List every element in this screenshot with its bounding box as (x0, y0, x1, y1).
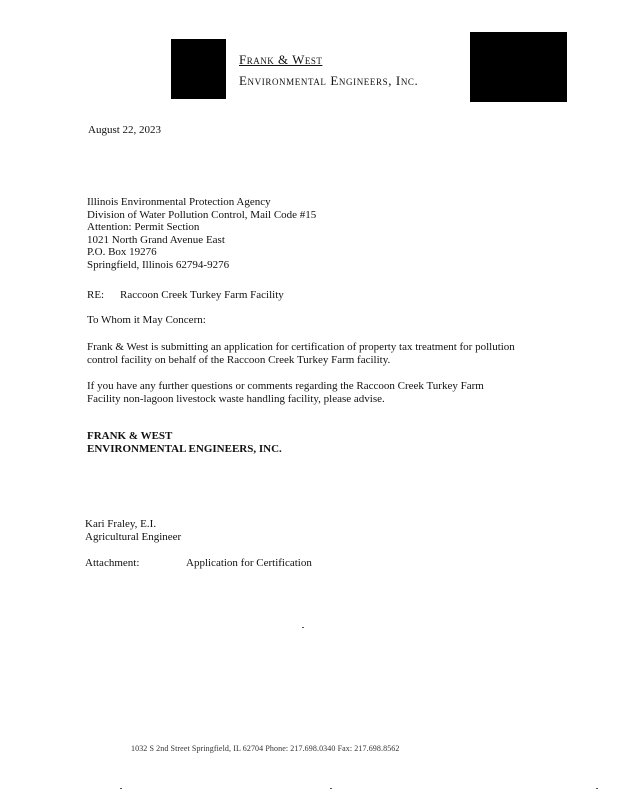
paragraph-line: If you have any further questions or comments regarding the Raccoon Creek Turkey Farm (87, 380, 484, 392)
letter-date: August 22, 2023 (88, 124, 162, 136)
footer-contact: 1032 S 2nd Street Springfield, IL 62704 Phone: 217.698.0340 Fax: 217.698.8562 (131, 744, 400, 753)
attachment-value: Application for Certification (186, 557, 312, 569)
letterhead (239, 52, 418, 88)
scan-speck (596, 788, 598, 789)
address-line: Springfield, Illinois 62794-9276 (87, 258, 230, 271)
scan-speck (120, 788, 122, 789)
address-line: P.O. Box 19276 (87, 246, 157, 258)
signature-block (87, 430, 282, 455)
redaction-box-right (470, 32, 567, 102)
paragraph-line: Frank & West is submitting an application for certification of property tax treatment for pollution (87, 341, 515, 353)
address-line: Division of Water Pollution Control, Mail Code #15 (87, 208, 317, 221)
body-paragraph-2 (87, 380, 484, 405)
redaction-box-left (171, 39, 226, 99)
body-paragraph-1 (87, 341, 515, 366)
letterhead-company-subtitle: Environmental Engineers, Inc. (239, 73, 419, 88)
signature-company-subtitle: ENVIRONMENTAL ENGINEERS, INC. (87, 442, 282, 455)
paragraph-line: Facility non-lagoon livestock waste handling facility, please advise. (87, 392, 385, 405)
subject-text: Raccoon Creek Turkey Farm Facility (120, 289, 284, 301)
attachment-label: Attachment: (85, 557, 140, 569)
scan-speck (302, 627, 304, 628)
subject-label: RE: (87, 289, 105, 301)
salutation: To Whom it May Concern: (87, 314, 206, 326)
signature-company: FRANK & WEST (87, 430, 173, 442)
signer-block (85, 518, 181, 543)
recipient-address (87, 196, 316, 271)
address-line: Illinois Environmental Protection Agency (87, 196, 271, 208)
letterhead-company-name: Frank & West (239, 52, 323, 67)
address-line: Attention: Permit Section (87, 221, 200, 233)
signer-name: Kari Fraley, E.I. (85, 518, 157, 530)
subject-line (87, 289, 284, 302)
address-line: 1021 North Grand Avenue East (87, 233, 225, 246)
scan-speck (330, 788, 332, 789)
attachment-line (85, 557, 312, 570)
signer-title: Agricultural Engineer (85, 530, 182, 543)
paragraph-line: control facility on behalf of the Raccoon Creek Turkey Farm facility. (87, 353, 391, 366)
